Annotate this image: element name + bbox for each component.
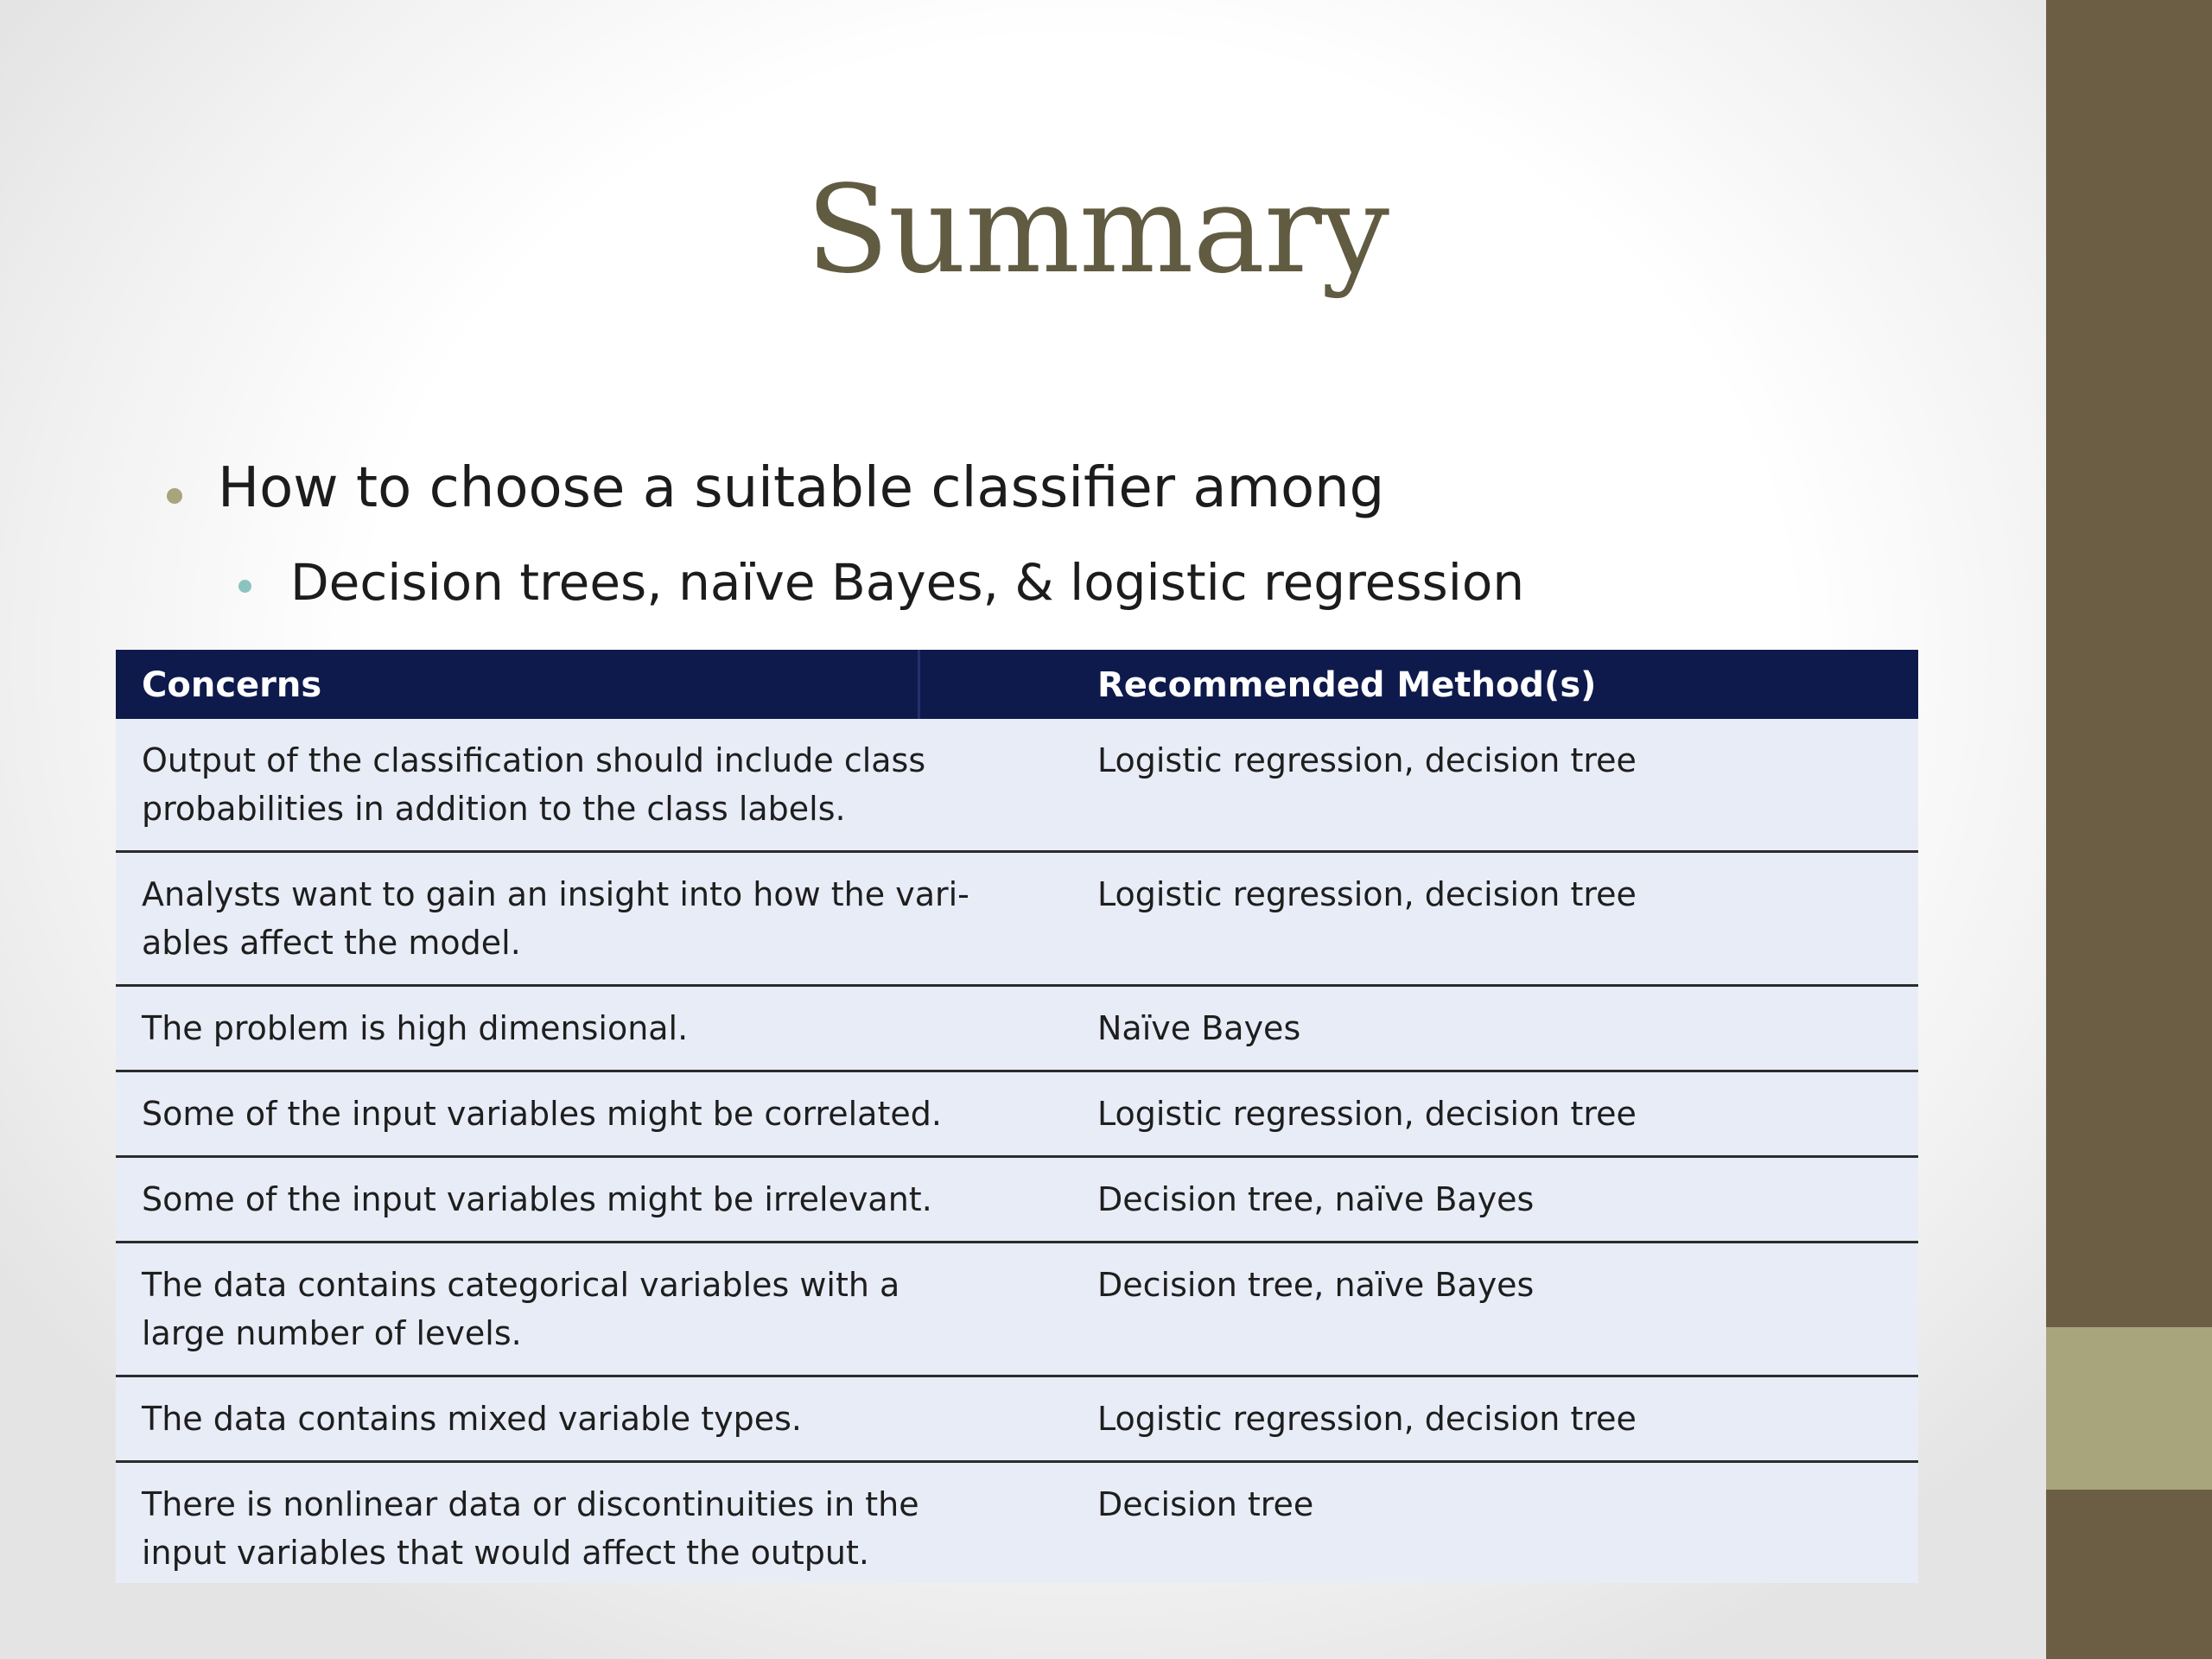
concern-cell: There is nonlinear data or discontinuities in the input variables that would affect the output. (142, 1485, 919, 1572)
classifier-table (116, 650, 1918, 1583)
bullet-level-2: Decision trees, naïve Bayes, & logistic regression (290, 553, 1525, 612)
bullet-dot-icon (238, 580, 251, 593)
table-row (116, 1072, 1918, 1158)
slide-title: Summary (805, 160, 1389, 301)
table-row (116, 1377, 1918, 1463)
table-row (116, 719, 1918, 853)
table-header (116, 650, 1918, 719)
header-divider (918, 650, 920, 719)
method-cell: Logistic regression, decision tree (1097, 741, 1637, 779)
header-concerns: Concerns (142, 665, 322, 705)
table-row (116, 853, 1918, 987)
method-cell: Naïve Bayes (1097, 1009, 1301, 1047)
concern-cell: Output of the classification should include class probabilities in addition to the class labels. (142, 741, 926, 828)
concern-cell: The data contains mixed variable types. (142, 1400, 802, 1438)
side-decoration-accent (2046, 1327, 2212, 1490)
bullet-level-1: How to choose a suitable classifier among (218, 456, 1385, 520)
method-cell: Decision tree (1097, 1485, 1314, 1523)
table-row (116, 1243, 1918, 1377)
method-cell: Decision tree, naïve Bayes (1097, 1266, 1535, 1304)
concern-cell: Some of the input variables might be irrelevant. (142, 1180, 932, 1218)
method-cell: Logistic regression, decision tree (1097, 1400, 1637, 1438)
method-cell: Logistic regression, decision tree (1097, 1095, 1637, 1133)
table-row (116, 1158, 1918, 1243)
bullet-dot-icon (167, 488, 182, 504)
concern-cell: Analysts want to gain an insight into how the vari- ables affect the model. (142, 875, 969, 962)
method-cell: Decision tree, naïve Bayes (1097, 1180, 1535, 1218)
table-row (116, 1463, 1918, 1583)
concern-cell: The data contains categorical variables with a large number of levels. (142, 1266, 900, 1352)
concern-cell: Some of the input variables might be correlated. (142, 1095, 942, 1133)
header-recommended-methods: Recommended Method(s) (1097, 665, 1597, 705)
concern-cell: The problem is high dimensional. (142, 1009, 689, 1047)
method-cell: Logistic regression, decision tree (1097, 875, 1637, 913)
table-row (116, 987, 1918, 1072)
